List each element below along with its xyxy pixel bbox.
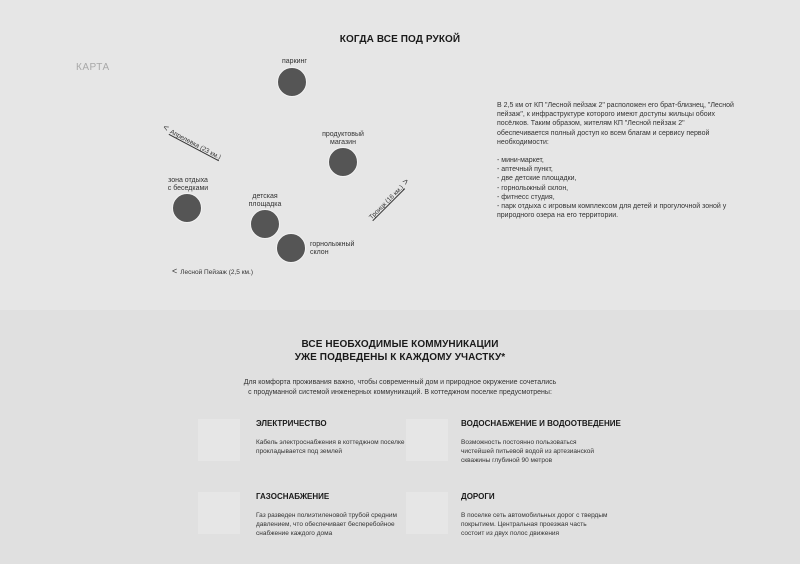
direction-aprelevka[interactable]: <Апрелевка (23 км.) xyxy=(161,122,222,162)
feature-text: Кабель электроснабжения в коттеджном поселке прокладывается под землей xyxy=(256,439,405,455)
amenities-list xyxy=(497,156,737,220)
list-item: - мини-маркет, xyxy=(497,157,544,165)
arrow-left-icon: < xyxy=(161,122,171,134)
poi-recreation-marker[interactable] xyxy=(172,193,202,223)
feature-text: Возможность постоянно пользоваться чистейшей питьевой водой из артезианской скважины глубиной 90 метров xyxy=(461,439,595,464)
list-item: - две детские площадки, xyxy=(497,175,577,183)
poi-label-ski-slope: горнолыжный склон xyxy=(310,241,355,256)
direction-troitsk[interactable]: Троицк (16 км.)> xyxy=(368,176,411,222)
electricity-icon xyxy=(198,419,240,461)
poi-playground-marker[interactable] xyxy=(250,209,280,239)
infrastructure-description xyxy=(497,101,737,220)
arrow-right-icon: > xyxy=(400,176,411,187)
feature-title: ГАЗОСНАБЖЕНИЕ xyxy=(256,492,330,501)
map-section-title: КОГДА ВСЕ ПОД РУКОЙ xyxy=(339,34,461,45)
list-item: - фитнесс студия, xyxy=(497,193,555,201)
poi-label-parking: паркинг xyxy=(282,58,307,65)
map-label: КАРТА xyxy=(76,62,110,73)
gas-icon xyxy=(198,492,240,534)
feature-text: Газ разведен полиэтиленовой трубой средним давлением, что обеспечивает бесперебойное снабжение каждого дома xyxy=(256,512,397,537)
list-item: - парк отдыха с игровым комплексом для детей и прогулочной зоной у природного озера на его территории. xyxy=(497,203,727,220)
poi-label-recreation: зона отдыха с беседками xyxy=(167,177,209,192)
feature-title: ДОРОГИ xyxy=(461,492,495,501)
utilities-title-line1: ВСЕ НЕОБХОДИМЫЕ КОММУНИКАЦИИ xyxy=(301,339,499,350)
list-item: - аптечный пункт, xyxy=(497,166,553,174)
utilities-title-line2: УЖЕ ПОДВЕДЕНЫ К КАЖДОМУ УЧАСТКУ* xyxy=(294,352,506,363)
arrow-left-icon: < xyxy=(172,266,178,276)
poi-parking-marker[interactable] xyxy=(277,67,307,97)
water-icon xyxy=(406,419,448,461)
direction-lesnoy-peyzazh[interactable]: < Лесной Пейзаж (2,5 км.) xyxy=(172,266,253,276)
list-item: - горнолыжный склон, xyxy=(497,184,569,192)
poi-label-playground: детская площадка xyxy=(248,193,282,208)
poi-grocery-marker[interactable] xyxy=(328,147,358,177)
feature-title: ВОДОСНАБЖЕНИЕ И ВОДООТВЕДЕНИЕ xyxy=(461,419,621,428)
poi-ski-slope-marker[interactable] xyxy=(276,233,306,263)
poi-label-grocery: продуктовый магазин xyxy=(322,131,364,146)
info-paragraph: В 2,5 км от КП "Лесной пейзаж 2" расположен его брат-близнец, "Лесной пейзаж", к инфраструктуре которого имеют доступы жильцы обоих посёлков. Таким образом, жителям КП "Лесной пейзаж 2" обеспечивается полный доступ ко всем благам и сервису первой необходимости: xyxy=(497,102,734,146)
feature-text: В поселке сеть автомобильных дорог с твердым покрытием. Центральная проезжая часть состоит из двух полос движения xyxy=(461,512,608,537)
road-icon xyxy=(406,492,448,534)
utilities-intro: Для комфорта проживания важно, чтобы современный дом и природное окружение сочетались с продуманной системой инженерных коммуникаций. В коттеджном поселке предусмотрены: xyxy=(243,379,557,396)
feature-title: ЭЛЕКТРИЧЕСТВО xyxy=(256,419,327,428)
